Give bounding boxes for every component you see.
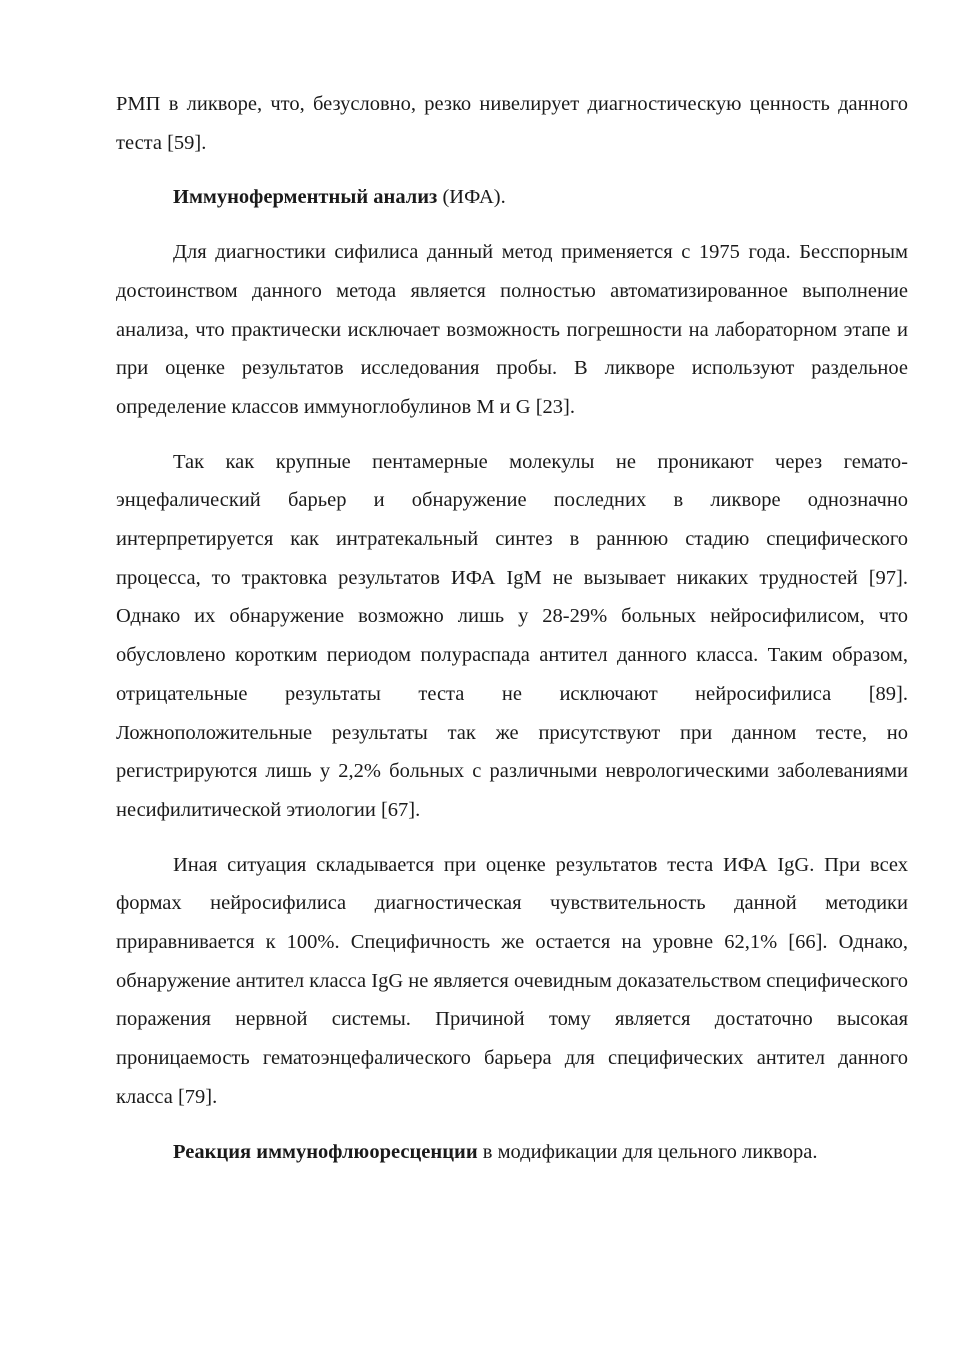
paragraph-igm: Так как крупные пентамерные молекулы не проникают через гемато-энцефалический барьер и обнаружение последних в ликворе однозначно интерпретируется как интратекальный синтез в раннюю стадию специфического процесса, то трактовка результатов ИФА IgM не вызывает никаких трудностей [97]. Однако их обнаружение возможно лишь у 28-29% больных нейросифилисом, что обусловлено коротким периодом полураспада антител данного класса. Таким образом, отрицательные результаты теста не исключают нейросифилиса [89]. Ложноположительные результаты так же присутствуют при данном тесте, но регистрируются лишь у 2,2% больных с различными неврологическими заболеваниями несифилитической этиологии [67]. <box>116 450 908 821</box>
section-heading-ifa <box>116 178 908 217</box>
section-heading-rif <box>116 1133 908 1172</box>
document-page <box>116 85 908 1187</box>
paragraph-continuation: РМП в ликворе, что, безусловно, резко нивелирует диагностическую ценность данного теста [59]. <box>116 93 908 154</box>
heading-rest-text: (ИФА). <box>437 186 506 209</box>
paragraph-igg: Иная ситуация складывается при оценке результатов теста ИФА IgG. При всех формах нейросифилиса диагностическая чувствительность данной методики приравнивается к 100%. Специфичность же остается на уровне 62,1% [66]. Однако, обнаружение антител класса IgG не является очевидным доказательством специфического поражения нервной системы. Причиной тому является достаточно высокая проницаемость гематоэнцефалического барьера для специфических антител данного класса [79]. <box>116 853 908 1108</box>
heading-bold-text: Иммуноферментный анализ <box>173 186 438 209</box>
heading-rest-text: в модификации для цельного ликвора. <box>477 1140 818 1163</box>
heading-bold-text: Реакция иммунофлюоресценции <box>173 1140 478 1163</box>
paragraph-ifa-intro: Для диагностики сифилиса данный метод применяется с 1975 года. Бесспорным достоинством данного метода является полностью автоматизированное выполнение анализа, что практически исключает возможность погрешности на лабораторном этапе и при оценке результатов исследования пробы. В ликворе используют раздельное определение классов иммуноглобулинов М и G [23]. <box>116 241 908 418</box>
